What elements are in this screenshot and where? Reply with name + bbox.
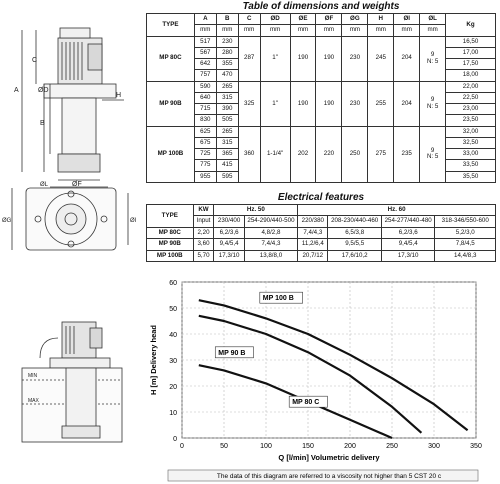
elec-volt-header-5: 318-346/550-600	[435, 216, 496, 227]
flange-top-drawing	[0, 178, 140, 258]
dims-b-value: 265	[216, 126, 238, 137]
dims-c-value: 287	[238, 36, 260, 81]
elec-volt-header-4: 254-277/440-480	[381, 216, 435, 227]
x-axis-label: Q [l/min] Volumetric delivery	[278, 453, 380, 462]
x-tick-label: 0	[180, 443, 184, 450]
dims-c-value: 360	[238, 126, 260, 182]
y-tick-label: 40	[169, 332, 177, 339]
elec-kw-value: 3,60	[193, 239, 214, 250]
elec-current-value: 9,4/5,4	[214, 239, 244, 250]
dims-b-value: 595	[216, 171, 238, 182]
dims-row	[147, 36, 496, 47]
dims-a-value: 640	[194, 92, 216, 103]
dims-b-value: 355	[216, 59, 238, 70]
dims-kg-value: 33,50	[446, 160, 496, 171]
elec-header-hz50: Hz. 50	[214, 205, 298, 216]
elec-current-value: 17,3/10	[214, 250, 244, 261]
dims-b-value: 390	[216, 104, 238, 115]
dims-kg-value: 32,00	[446, 126, 496, 137]
elec-row	[147, 239, 496, 250]
x-tick-label: 350	[470, 443, 482, 450]
label-c: C	[32, 57, 38, 64]
y-axis-label: H [m] Delivery head	[149, 324, 158, 396]
dims-l-value	[420, 36, 446, 81]
y-tick-label: 20	[169, 384, 177, 391]
dims-g-value: 250	[342, 126, 368, 182]
dims-header-row	[147, 14, 496, 25]
dims-b-value: 505	[216, 115, 238, 126]
series-label: MP 80 C	[292, 399, 320, 407]
dims-l-count: N: 5	[426, 57, 439, 65]
elec-current-value: 7,4/4,3	[298, 227, 328, 238]
dims-kg-value: 17,00	[446, 47, 496, 58]
dims-a-value: 725	[194, 149, 216, 160]
label-f: ØF	[72, 181, 82, 188]
dims-l-diameter: 9	[430, 147, 435, 155]
dims-unit-9: mm	[420, 25, 446, 36]
dims-kg-value: 33,00	[446, 149, 496, 160]
elec-row	[147, 250, 496, 261]
dims-b-value: 470	[216, 70, 238, 81]
elec-volt-header-3: 208-230/440-460	[328, 216, 382, 227]
dims-a-value: 675	[194, 137, 216, 148]
dims-a-value: 955	[194, 171, 216, 182]
dims-a-value: 830	[194, 115, 216, 126]
dims-header-11: Kg	[446, 14, 496, 37]
dims-header-2: B	[216, 14, 238, 25]
dims-i-value: 235	[394, 126, 420, 182]
dims-a-value: 642	[194, 59, 216, 70]
dims-l-value	[420, 81, 446, 126]
elec-header-hz60: Hz. 60	[298, 205, 496, 216]
dims-g-value: 230	[342, 81, 368, 126]
elec-current-value: 6,2/3,6	[214, 227, 244, 238]
dims-header-1: A	[194, 14, 216, 25]
elec-current-value: 14,4/8,3	[435, 250, 496, 261]
dims-a-value: 625	[194, 126, 216, 137]
dims-i-value: 204	[394, 81, 420, 126]
y-tick-label: 30	[169, 358, 177, 365]
elec-current-value: 9,4/5,4	[381, 239, 435, 250]
x-tick-label: 300	[428, 443, 440, 450]
dims-kg-value: 16,50	[446, 36, 496, 47]
dims-f-value: 220	[316, 126, 342, 182]
dims-header-9: ØI	[394, 14, 420, 25]
dims-header-6: ØF	[316, 14, 342, 25]
label-d: ØD	[38, 87, 49, 94]
dims-unit-0: mm	[194, 25, 216, 36]
dims-unit-1: mm	[216, 25, 238, 36]
dims-b-value: 280	[216, 47, 238, 58]
elec-current-value: 5,2/3,0	[435, 227, 496, 238]
dims-header-10: ØL	[420, 14, 446, 25]
dims-l-diameter: 9	[430, 51, 435, 59]
dims-g-value: 230	[342, 36, 368, 81]
dims-e-value: 190	[290, 36, 316, 81]
elec-current-value: 17,6/10,2	[328, 250, 382, 261]
dims-title: Table of dimensions and weights	[242, 1, 400, 12]
elec-header-input: Input	[193, 216, 214, 227]
dims-unit-4: mm	[290, 25, 316, 36]
dims-d-value: 1"	[260, 81, 290, 126]
dims-unit-row	[147, 25, 496, 36]
elec-volt-header-0: 230/400	[214, 216, 244, 227]
elec-type-name: MP 90B	[147, 239, 194, 250]
dims-kg-value: 23,50	[446, 115, 496, 126]
dims-b-value: 365	[216, 149, 238, 160]
dims-f-value: 190	[316, 81, 342, 126]
dims-kg-value: 22,50	[446, 92, 496, 103]
x-tick-label: 200	[344, 443, 356, 450]
dims-header-7: ØG	[342, 14, 368, 25]
dims-kg-value: 22,00	[446, 81, 496, 92]
elec-volt-header-1: 254-290/440-500	[244, 216, 298, 227]
label-g: ØG	[2, 218, 12, 224]
elec-current-value: 6,5/3,8	[328, 227, 382, 238]
elec-header-type: TYPE	[147, 205, 194, 228]
series-label: MP 100 B	[262, 295, 294, 303]
dims-kg-value: 23,00	[446, 104, 496, 115]
dims-a-value: 517	[194, 36, 216, 47]
elec-volt-header-2: 220/380	[298, 216, 328, 227]
dims-b-value: 315	[216, 137, 238, 148]
chart-note: The data of this diagram are referred to a viscosity not higher than 5 CST 20 c	[216, 473, 442, 480]
label-h: H	[116, 92, 122, 99]
dims-h-value: 275	[368, 126, 394, 182]
dims-a-value: 567	[194, 47, 216, 58]
dims-unit-8: mm	[394, 25, 420, 36]
dims-b-value: 415	[216, 160, 238, 171]
label-i: ØI	[130, 218, 137, 224]
dims-unit-7: mm	[368, 25, 394, 36]
label-max: MAX	[28, 398, 39, 404]
dims-e-value: 202	[290, 126, 316, 182]
tank-installation-drawing	[0, 318, 140, 448]
x-tick-label: 100	[260, 443, 272, 450]
label-min: MIN	[28, 373, 38, 379]
dims-kg-value: 35,50	[446, 171, 496, 182]
dims-kg-value: 17,50	[446, 59, 496, 70]
dims-h-value: 255	[368, 81, 394, 126]
elec-current-value: 6,2/3,6	[381, 227, 435, 238]
dims-e-value: 190	[290, 81, 316, 126]
elec-current-value: 11,2/6,4	[298, 239, 328, 250]
dims-c-value: 325	[238, 81, 260, 126]
dims-header-8: H	[368, 14, 394, 25]
dims-b-value: 265	[216, 81, 238, 92]
dims-b-value: 230	[216, 36, 238, 47]
elec-current-value: 4,8/2,8	[244, 227, 298, 238]
label-b: B	[40, 120, 45, 127]
label-a: A	[14, 87, 19, 94]
dims-i-value: 204	[394, 36, 420, 81]
dims-row	[147, 126, 496, 137]
dims-type-name: MP 100B	[147, 126, 195, 182]
dims-l-count: N: 5	[426, 153, 439, 161]
dims-a-value: 757	[194, 70, 216, 81]
elec-row	[147, 227, 496, 238]
x-tick-label: 150	[302, 443, 314, 450]
elec-header-kw: KW	[193, 205, 214, 216]
elec-current-value: 9,5/5,5	[328, 239, 382, 250]
dims-d-value: 1"	[260, 36, 290, 81]
elec-type-name: MP 100B	[147, 250, 194, 261]
elec-title: Electrical features	[277, 192, 365, 203]
elec-table	[146, 204, 496, 262]
dims-header-0: TYPE	[147, 14, 195, 37]
dims-kg-value: 18,00	[446, 70, 496, 81]
performance-chart	[140, 274, 496, 484]
elec-kw-value: 5,70	[193, 250, 214, 261]
series-label: MP 90 B	[218, 349, 246, 357]
dims-type-name: MP 90B	[147, 81, 195, 126]
elec-kw-value: 2,20	[193, 227, 214, 238]
elec-current-value: 20,7/12	[298, 250, 328, 261]
dims-unit-5: mm	[316, 25, 342, 36]
dims-a-value: 715	[194, 104, 216, 115]
y-tick-label: 60	[169, 280, 177, 287]
dims-type-name: MP 80C	[147, 36, 195, 81]
dims-unit-3: mm	[260, 25, 290, 36]
dims-l-value	[420, 126, 446, 182]
x-tick-label: 50	[220, 443, 228, 450]
dims-a-value: 590	[194, 81, 216, 92]
label-l: ØL	[40, 182, 49, 188]
dims-table	[146, 13, 496, 183]
dims-l-count: N: 5	[426, 102, 439, 110]
dims-h-value: 245	[368, 36, 394, 81]
dims-header-3: C	[238, 14, 260, 25]
elec-type-name: MP 80C	[147, 227, 194, 238]
y-tick-label: 50	[169, 306, 177, 313]
pump-side-drawing	[0, 0, 140, 190]
dims-row	[147, 81, 496, 92]
elec-current-value: 7,8/4,5	[435, 239, 496, 250]
dims-a-value: 775	[194, 160, 216, 171]
dims-kg-value: 32,50	[446, 137, 496, 148]
dims-header-5: ØE	[290, 14, 316, 25]
dims-header-4: ØD	[260, 14, 290, 25]
y-tick-label: 0	[173, 436, 177, 443]
elec-current-value: 7,4/4,3	[244, 239, 298, 250]
dims-d-value: 1-1/4"	[260, 126, 290, 182]
dims-unit-2: mm	[238, 25, 260, 36]
dims-f-value: 190	[316, 36, 342, 81]
elec-current-value: 13,8/8,0	[244, 250, 298, 261]
dims-l-diameter: 9	[430, 96, 435, 104]
elec-current-value: 17,3/10	[381, 250, 435, 261]
dims-unit-6: mm	[342, 25, 368, 36]
y-tick-label: 10	[169, 410, 177, 417]
x-tick-label: 250	[386, 443, 398, 450]
dims-b-value: 315	[216, 92, 238, 103]
